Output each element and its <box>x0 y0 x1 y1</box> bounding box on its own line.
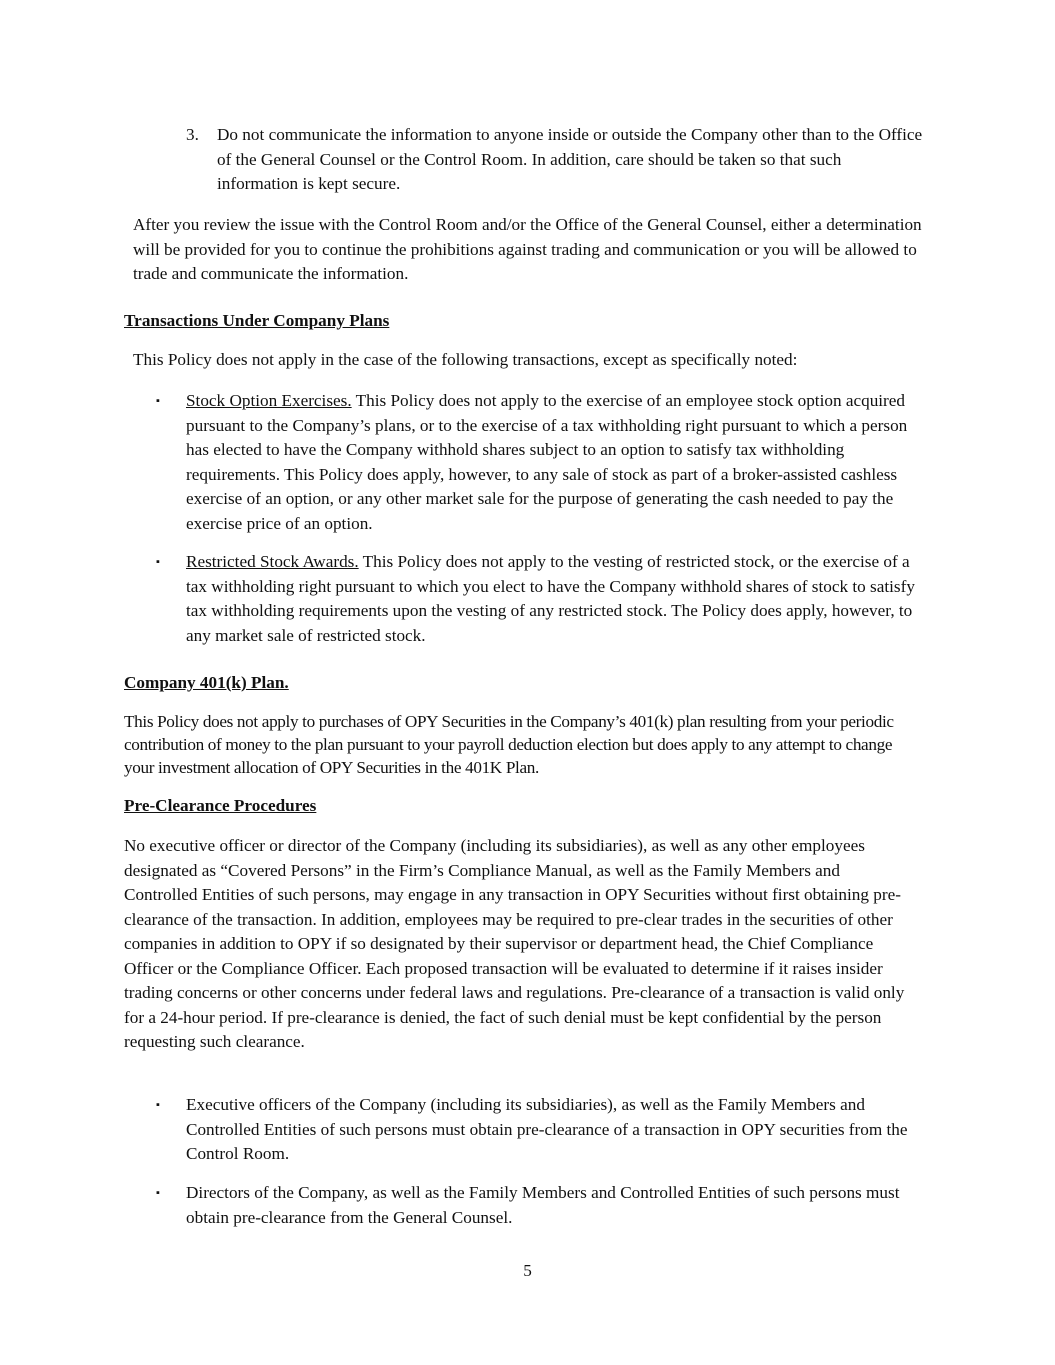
bullet-marker-icon: ▪ <box>156 1187 160 1199</box>
bullet-body <box>186 389 926 536</box>
preclearance-paragraph: No executive officer or director of the Company (including its subsidiaries), as well as any other employees designated as “Covered Persons” in the Firm’s Compliance Manual, as well as the Family Members and Controlled Entities of such persons, may engage in any transaction in OPY Securities without first obtaining pre-clearance of the transaction. In addition, employees may be required to pre-clear trades in the securities of other companies in addition to OPY if so designated by their supervisor or department head, the Chief Compliance Officer or the Compliance Officer. Each proposed transaction will be evaluated to determine if it raises insider trading concerns or other concerns under federal laws and regulations. Pre-clearance of a transaction is valid only for a 24-hour period. If pre-clearance is denied, the fact of such denial must be kept confidential by the person requesting such clearance. <box>124 836 905 1051</box>
bullet-title: Restricted Stock Awards. <box>186 552 359 571</box>
review-paragraph: After you review the issue with the Control Room and/or the Office of the General Counsel, either a determination will be provided for you to continue the prohibitions against trading and communication or you will be allowed to trade and communicate the information. <box>133 215 922 283</box>
bullet-directors <box>156 1181 926 1230</box>
item-text: Do not communicate the information to anyone inside or outside the Company other than to the Office of the General Counsel or the Control Room. In addition, care should be taken so that such information is kept secure. <box>217 125 923 193</box>
plan-401k-paragraph: This Policy does not apply to purchases of OPY Securities in the Company’s 401(k) plan resulting from your periodic contribution of money to the plan pursuant to your payroll deduction election but does apply to any attempt to change your investment allocation of OPY Securities in the 401K Plan. <box>124 712 894 777</box>
page-number: 5 <box>523 1261 532 1280</box>
bullet-marker-icon: ▪ <box>156 556 160 568</box>
section-heading-transactions: Transactions Under Company Plans <box>124 311 390 330</box>
numbered-item-3 <box>186 123 926 197</box>
bullet-body <box>186 550 926 648</box>
bullet-stock-option <box>156 389 926 536</box>
bullet-text: This Policy does not apply to the vesting of restricted stock, or the exercise of a tax withholding right pursuant to which you elect to have the Company withhold shares of stock to satisfy tax withholding requirements upon the vesting of any restricted stock. The Policy does apply, however, to any market sale of restricted stock. <box>186 552 915 645</box>
bullet-marker-icon: ▪ <box>156 395 160 407</box>
section-heading-preclearance: Pre-Clearance Procedures <box>124 796 317 815</box>
bullet-marker-icon: ▪ <box>156 1099 160 1111</box>
bullet-title: Stock Option Exercises. <box>186 391 352 410</box>
item-number: 3. <box>186 125 199 144</box>
bullet-text: This Policy does not apply to the exercise of an employee stock option acquired pursuant to the Company’s plans, or to the exercise of a tax withholding right pursuant to which a person has elected to have the Company withhold shares subject to an option to satisfy tax withholding requirements. This Policy does apply, however, to any sale of stock as part of a broker-assisted cashless exercise of an option, or any other market sale for the purpose of generating the cash needed to pay the exercise price of an option. <box>186 391 908 533</box>
section-heading-401k: Company 401(k) Plan. <box>124 673 289 692</box>
bullet-body: Directors of the Company, as well as the Family Members and Controlled Entities of such persons must obtain pre-clearance from the General Counsel. <box>186 1183 900 1227</box>
transactions-intro: This Policy does not apply in the case of the following transactions, except as specifically noted: <box>133 350 798 369</box>
bullet-executive-officers <box>156 1093 926 1167</box>
bullet-restricted-stock <box>156 550 926 648</box>
bullet-body: Executive officers of the Company (including its subsidiaries), as well as the Family Members and Controlled Entities of such persons must obtain pre-clearance of a transaction in OPY securities from the Control Room. <box>186 1095 908 1163</box>
